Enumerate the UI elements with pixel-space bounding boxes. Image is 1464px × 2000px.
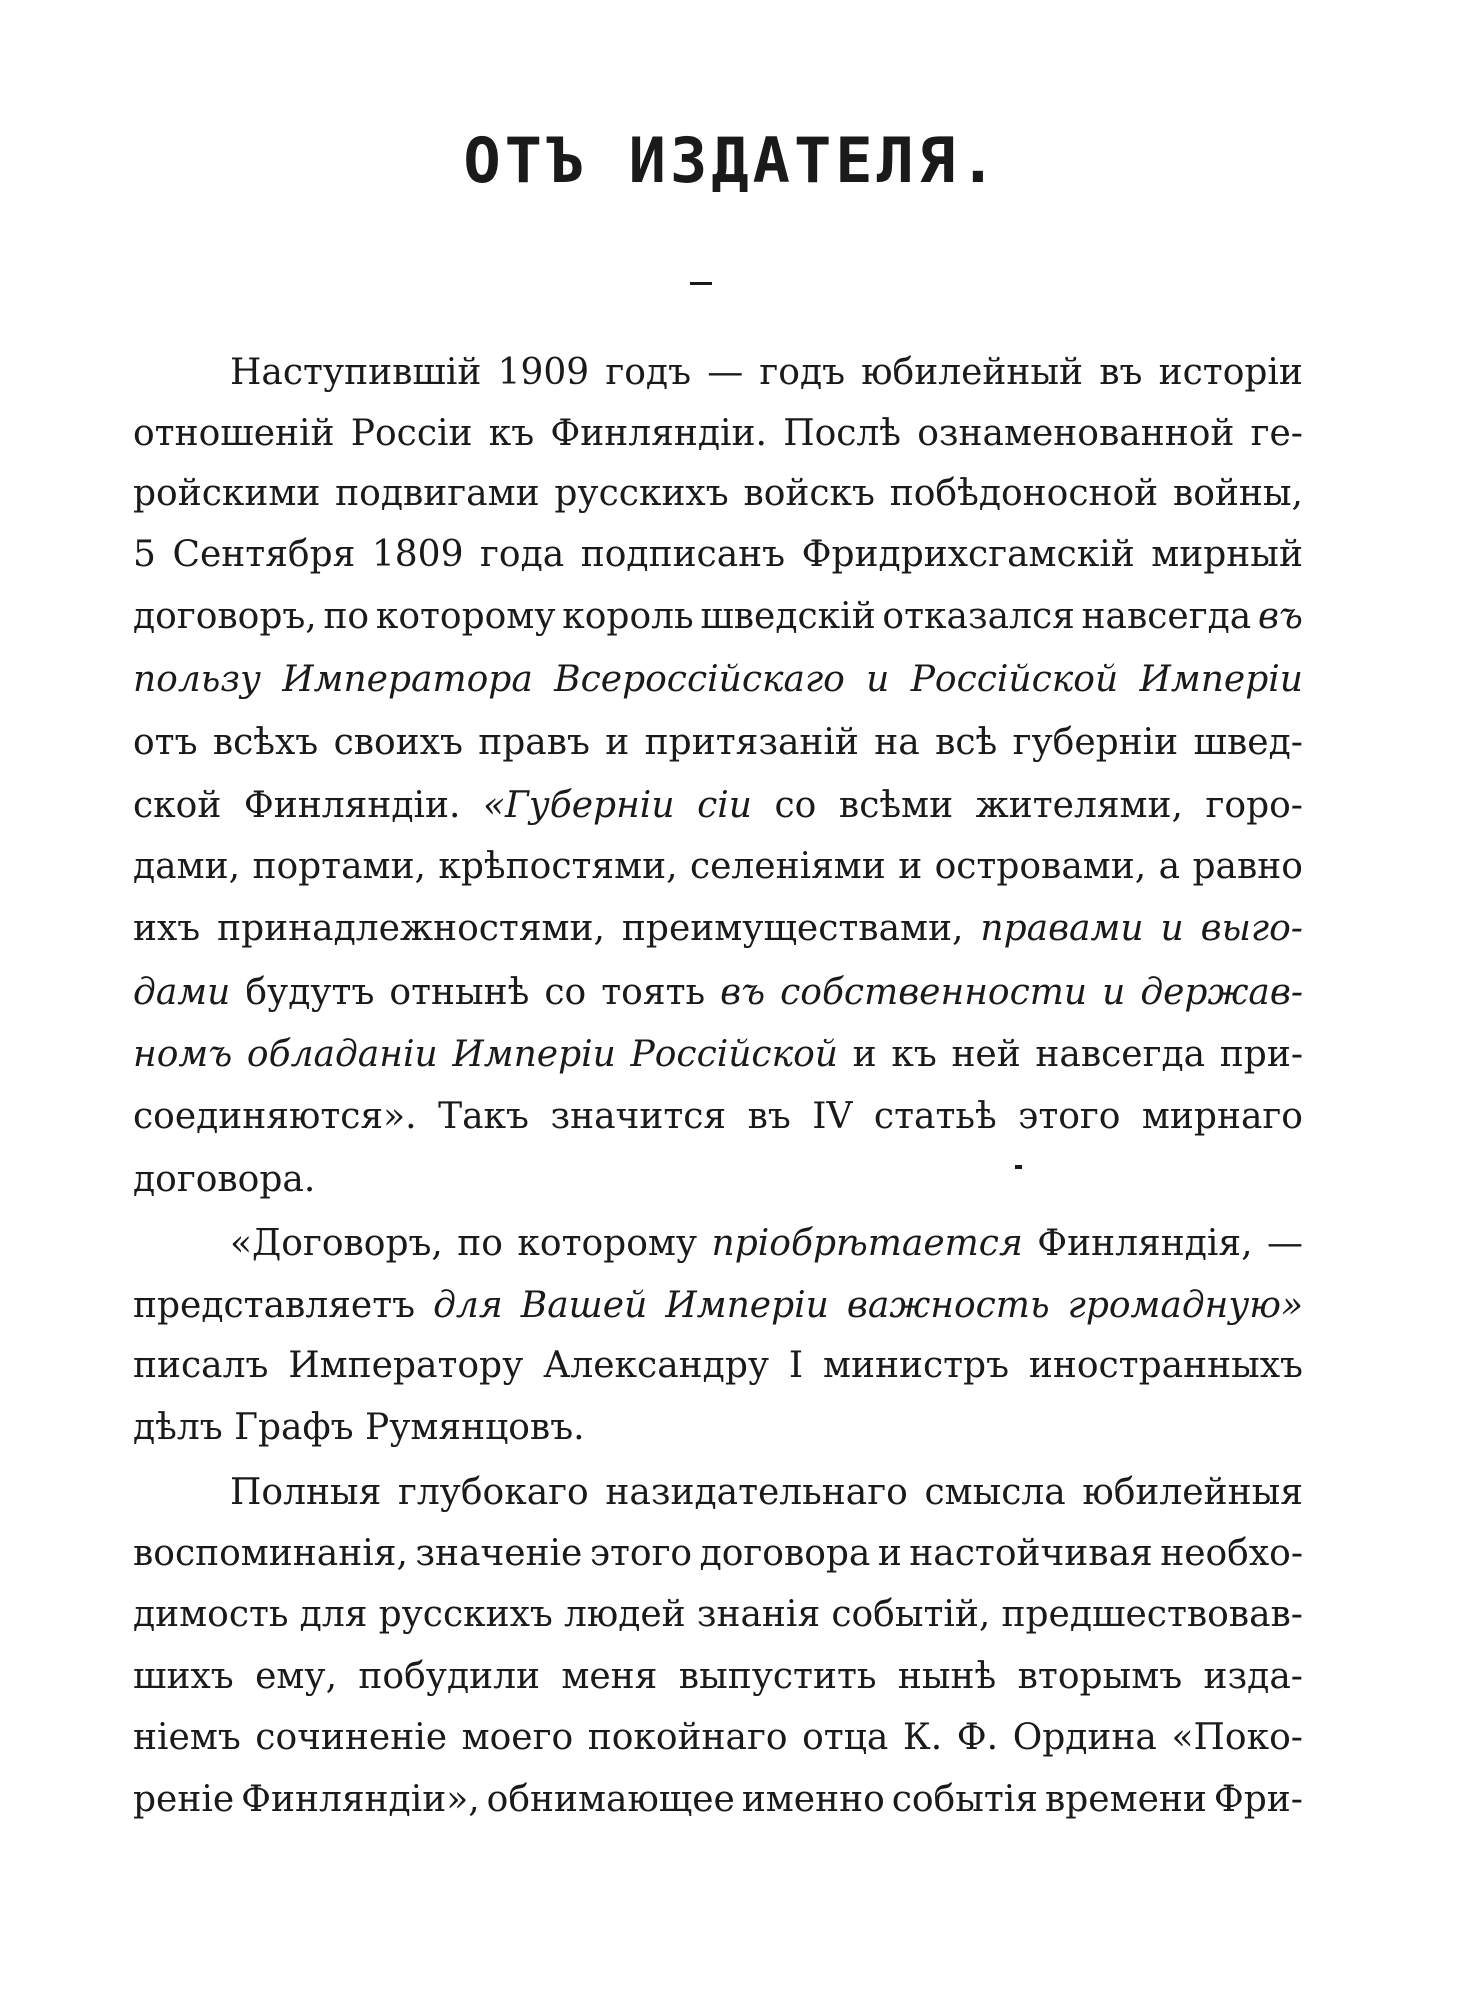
word: принадлежностями, xyxy=(217,908,605,949)
text-line xyxy=(133,404,1303,464)
word: договора. xyxy=(133,1159,316,1200)
word: держав- xyxy=(1140,972,1303,1013)
word: года xyxy=(480,534,565,575)
word: и xyxy=(866,659,890,700)
word: К. xyxy=(902,1717,943,1758)
word: «Договоръ, xyxy=(230,1223,443,1264)
word: по xyxy=(323,596,370,637)
word: своихъ xyxy=(333,722,463,763)
word: портами, xyxy=(252,846,426,887)
word: 5 xyxy=(133,534,156,575)
word: смысла xyxy=(924,1472,1066,1513)
word: которому xyxy=(375,596,556,637)
text-line xyxy=(133,1276,1303,1336)
word: жителями, xyxy=(975,785,1183,826)
word: Россійской xyxy=(910,659,1119,700)
word: димость xyxy=(133,1594,289,1635)
word: Наступившій xyxy=(230,352,482,393)
word: горо- xyxy=(1205,785,1303,826)
word: войскъ xyxy=(743,473,875,514)
word: дѣлъ xyxy=(133,1407,223,1448)
word: для xyxy=(433,1285,503,1326)
text-line xyxy=(133,1025,1303,1085)
word: правъ xyxy=(478,722,590,763)
word: равно xyxy=(1192,846,1303,887)
word: мирный xyxy=(1151,534,1303,575)
word: ской xyxy=(133,785,222,826)
word: сочиненіе xyxy=(255,1717,448,1758)
word: шихъ xyxy=(133,1656,234,1697)
word: Фри- xyxy=(1213,1779,1303,1820)
word: времени xyxy=(1044,1779,1207,1820)
word: дами, xyxy=(133,846,241,887)
word: покойнаго xyxy=(587,1717,788,1758)
word: Полныя xyxy=(230,1472,382,1513)
word: важность xyxy=(846,1285,1050,1326)
word: и xyxy=(852,1034,877,1075)
word: ройскими xyxy=(133,473,321,514)
word: отказался xyxy=(882,596,1075,637)
word: по xyxy=(457,1223,503,1264)
title-separator xyxy=(690,282,712,285)
word: обнимающее xyxy=(486,1779,735,1820)
text-line xyxy=(133,464,1303,524)
word: подписанъ xyxy=(580,534,786,575)
word: пріобрѣтается xyxy=(711,1223,1023,1264)
text-line xyxy=(133,713,1303,773)
word: назидательнаго xyxy=(605,1472,908,1513)
word: король xyxy=(562,596,694,637)
word: «Поко- xyxy=(1171,1717,1303,1758)
word: ему, xyxy=(255,1656,338,1697)
word: настойчивая xyxy=(909,1533,1153,1574)
word: Фридрихсгамскій xyxy=(801,534,1135,575)
word: I xyxy=(788,1345,804,1386)
word: преимуществами, xyxy=(621,908,964,949)
text-line xyxy=(133,1150,1303,1210)
word: всѣми xyxy=(838,785,954,826)
word: со xyxy=(544,972,587,1013)
word: громадную» xyxy=(1067,1285,1303,1326)
text-line xyxy=(133,899,1303,959)
word: и xyxy=(1102,972,1126,1013)
word: и xyxy=(898,846,923,887)
word: сіи xyxy=(697,785,752,826)
word: знанія xyxy=(696,1594,821,1635)
word: подвигами xyxy=(335,473,540,514)
word: Всероссійскаго xyxy=(554,659,845,700)
word: въ xyxy=(1099,352,1143,393)
word: номъ xyxy=(133,1034,233,1075)
text-line xyxy=(133,1647,1303,1707)
word: дами xyxy=(133,972,231,1013)
word: этого xyxy=(1018,1096,1121,1137)
text-line xyxy=(133,1398,1303,1458)
word: къ xyxy=(488,413,535,454)
word: швед- xyxy=(1193,722,1303,763)
text-line xyxy=(230,1214,1303,1274)
word: «Губерніи xyxy=(483,785,675,826)
word: Императору xyxy=(288,1345,524,1386)
word: событія xyxy=(891,1779,1039,1820)
word: мирнаго xyxy=(1141,1096,1303,1137)
text-line xyxy=(133,1708,1303,1768)
word: IV xyxy=(812,1096,853,1137)
word: ніемъ xyxy=(133,1717,241,1758)
word: а xyxy=(1158,846,1181,887)
text-line xyxy=(133,1336,1303,1396)
word: событій, xyxy=(831,1594,991,1635)
word: иностранныхъ xyxy=(1028,1345,1303,1386)
word: Александру xyxy=(543,1345,770,1386)
word: Финляндія, xyxy=(1037,1223,1253,1264)
word: Россійской xyxy=(630,1034,838,1075)
text-line xyxy=(230,1463,1303,1523)
word: всѣхъ xyxy=(212,722,319,763)
word: 1909 xyxy=(497,352,590,393)
text-line xyxy=(133,837,1303,897)
word: договора xyxy=(699,1533,871,1574)
word: отношеній xyxy=(133,413,335,454)
word: выго- xyxy=(1200,908,1303,949)
word: и xyxy=(605,722,630,763)
word: Россіи xyxy=(350,413,473,454)
word: 1809 xyxy=(371,534,464,575)
word: этого xyxy=(589,1533,693,1574)
word: побѣдоносной xyxy=(889,473,1159,514)
word: необхо- xyxy=(1160,1533,1303,1574)
word: русскихъ xyxy=(554,473,729,514)
word: Финляндіи. xyxy=(243,785,461,826)
word: на xyxy=(874,722,920,763)
word: моего xyxy=(461,1717,574,1758)
word: — xyxy=(707,352,744,393)
word: губерніи xyxy=(1012,722,1179,763)
word: къ xyxy=(891,1034,937,1075)
word: навсегда xyxy=(1081,596,1252,637)
word: Императора xyxy=(282,659,533,700)
word: юбилейный xyxy=(861,352,1084,393)
word: Ордина xyxy=(1012,1717,1157,1758)
text-line xyxy=(133,650,1303,710)
word: крѣпостями, xyxy=(438,846,678,887)
word: ге- xyxy=(1250,413,1303,454)
word: значеніе xyxy=(415,1533,583,1574)
word: отца xyxy=(802,1717,889,1758)
word: Финляндіи», xyxy=(241,1779,480,1820)
word: со xyxy=(774,785,817,826)
word: шведскій xyxy=(700,596,876,637)
word: ней xyxy=(951,1034,1021,1075)
text-line xyxy=(133,963,1303,1023)
word: для xyxy=(299,1594,368,1635)
text-line xyxy=(133,776,1303,836)
text-line xyxy=(230,343,1303,403)
word: тоять xyxy=(601,972,706,1013)
text-line xyxy=(133,587,1303,647)
word: собственности xyxy=(780,972,1088,1013)
word: Имперіи xyxy=(665,1285,829,1326)
word: статьѣ xyxy=(873,1096,997,1137)
word: меня xyxy=(561,1656,658,1697)
word: ознаменованной xyxy=(917,413,1235,454)
word: и xyxy=(877,1533,902,1574)
word: — xyxy=(1266,1223,1303,1264)
word: годъ xyxy=(605,352,691,393)
word: которому xyxy=(517,1223,698,1264)
word: министръ xyxy=(822,1345,1009,1386)
word: именно xyxy=(741,1779,885,1820)
word: воспоминанія, xyxy=(133,1533,408,1574)
word: реніе xyxy=(133,1779,235,1820)
word: юбилейныя xyxy=(1082,1472,1303,1513)
word: пользу xyxy=(133,659,261,700)
word: всѣ xyxy=(935,722,998,763)
text-line xyxy=(133,1524,1303,1584)
word: Графъ xyxy=(234,1407,354,1448)
text-line xyxy=(133,1087,1303,1147)
word: въ xyxy=(720,972,766,1013)
word: притязаній xyxy=(644,722,859,763)
word: Такъ xyxy=(438,1096,529,1137)
word: островами, xyxy=(934,846,1147,887)
word: Сентября xyxy=(172,534,356,575)
word: въ xyxy=(1257,596,1303,637)
text-line xyxy=(133,1770,1303,1830)
word: русскихъ xyxy=(378,1594,553,1635)
word: въ xyxy=(747,1096,791,1137)
word: исторіи xyxy=(1158,352,1303,393)
word: при- xyxy=(1219,1034,1303,1075)
word: изда- xyxy=(1203,1656,1303,1697)
word: обладаніи xyxy=(246,1034,438,1075)
word: селеніями xyxy=(689,846,886,887)
word: побудили xyxy=(358,1656,540,1697)
word: Вашей xyxy=(520,1285,648,1326)
word: договоръ, xyxy=(133,596,317,637)
text-line xyxy=(133,1585,1303,1645)
word: будутъ xyxy=(245,972,375,1013)
word: навсегда xyxy=(1035,1034,1206,1075)
word: представляетъ xyxy=(133,1285,416,1326)
word: предшествовав- xyxy=(1001,1594,1303,1635)
word: Имперіи xyxy=(1139,659,1303,700)
page-title: ОТЪ ИЗДАТЕЛЯ. xyxy=(463,124,1001,197)
word: годъ xyxy=(759,352,846,393)
word: глубокаго xyxy=(397,1472,589,1513)
text-line xyxy=(133,525,1303,585)
word: Имперіи xyxy=(452,1034,616,1075)
word: выпустить xyxy=(678,1656,877,1697)
word: нынѣ xyxy=(897,1656,997,1697)
word: отъ xyxy=(133,722,198,763)
word: вторымъ xyxy=(1017,1656,1183,1697)
print-speck xyxy=(1015,1165,1022,1169)
word: Румянцовъ. xyxy=(365,1407,585,1448)
word: отнынѣ xyxy=(389,972,530,1013)
word: соединяются». xyxy=(133,1096,417,1137)
word: Финляндіи. xyxy=(550,413,767,454)
word: войны, xyxy=(1172,473,1303,514)
word: людей xyxy=(564,1594,686,1635)
word: правами xyxy=(980,908,1144,949)
word: ихъ xyxy=(133,908,201,949)
word: писалъ xyxy=(133,1345,269,1386)
word: и xyxy=(1160,908,1184,949)
word: Ф. xyxy=(956,1717,999,1758)
word: значится xyxy=(550,1096,727,1137)
word: Послѣ xyxy=(783,413,901,454)
